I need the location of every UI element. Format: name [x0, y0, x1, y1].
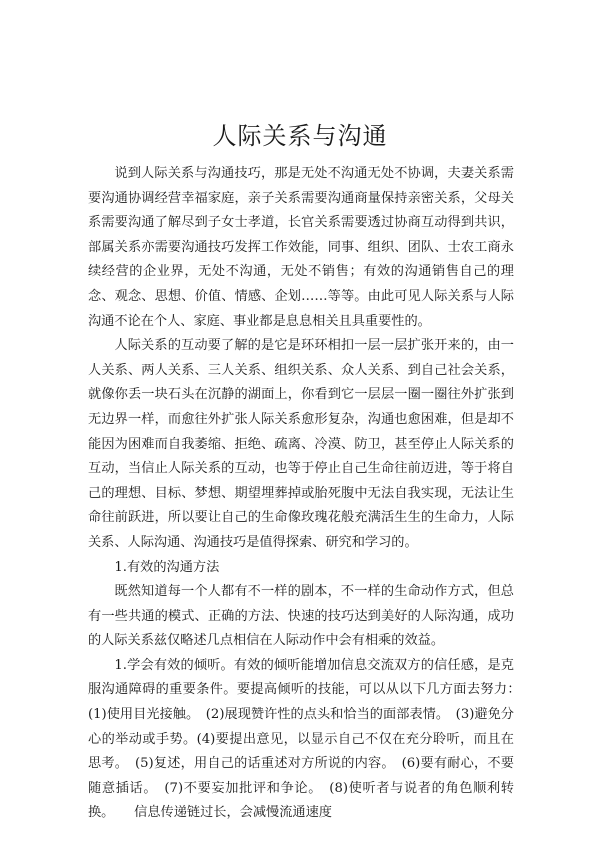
section-heading: 1.有效的沟通方法 — [114, 559, 220, 575]
paragraph-interaction: 人际关系的互动要了解的是它是环环相扣一层一层扩张开来的，由一人关系、两人关系、三人关系、组织关系、众人关系、到自己社会关系，就像你丢一块石头在沉静的湖面上，你看到它一层层一圈一圈往外扩张到无边界一样，而愈往外扩张人际关系愈形复杂，沟通也愈困难，但是却不能因为困难而自我萎缩、拒绝、疏离、冷漠、防卫，甚至停止人际关系的互动，当信止人际关系的互动，也等于停止自己生命往前迈进，等于将自己的理想、目标、梦想、期望埋葬掉或胎死腹中无法自我实现，无法让生命往前跃进，所以要让自己的生命像玫瑰花般充满活生生的生命力，人际关系、人际沟通、沟通技巧是值得探索、研究和学习的。 — [88, 338, 514, 550]
document-body — [88, 162, 528, 826]
paragraph-listening: 1.学会有效的倾听。有效的倾听能增加信息交流双方的信任感，是克服沟通障碍的重要条件。要提高倾听的技能，可以从以下几方面去努力： (1)使用目光接触。 (2)展现赞许性的点头和恰当的面部表情。 (3)避免分心的举动或手势。(4)要提出意见，以显示自己不仅在充分聆听，而且在思考。 (5)复述，用自己的话重述对方所说的内容。 (6)要有耐心，不要随意插话。 (7)不要妄加批评和争论。 (8)使听者与说者的角色顺利转换。 信息传递链过长，会减慢流通速度 — [88, 657, 528, 821]
paragraph-intro: 说到人际关系与沟通技巧，那是无处不沟通无处不协调，夫妻关系需要沟通协调经营幸福家庭，亲子关系需要沟通商量保持亲密关系，父母关系需要沟通了解尽到子女士孝道，长官关系需要透过协商互动得到共识，部属关系亦需要沟通技巧发挥工作效能，同事、组织、团队、士农工商永续经营的企业界，无处不沟通，无处不销售；有效的沟通销售自己的理念、观念、思想、价值、情感、企划……等等。由此可见人际关系与人际沟通不论在个人、家庭、事业都是息息相关且具重要性的。 — [88, 166, 514, 329]
paragraph-methods: 既然知道每一个人都有不一样的剧本，不一样的生命动作方式，但总有一些共通的模式、正确的方法、快速的技巧达到美好的人际沟通，成功的人际关系兹仅略述几点相信在人际动作中会有相乘的效益。 — [88, 584, 514, 649]
document-title: 人际关系与沟通 — [212, 122, 388, 150]
